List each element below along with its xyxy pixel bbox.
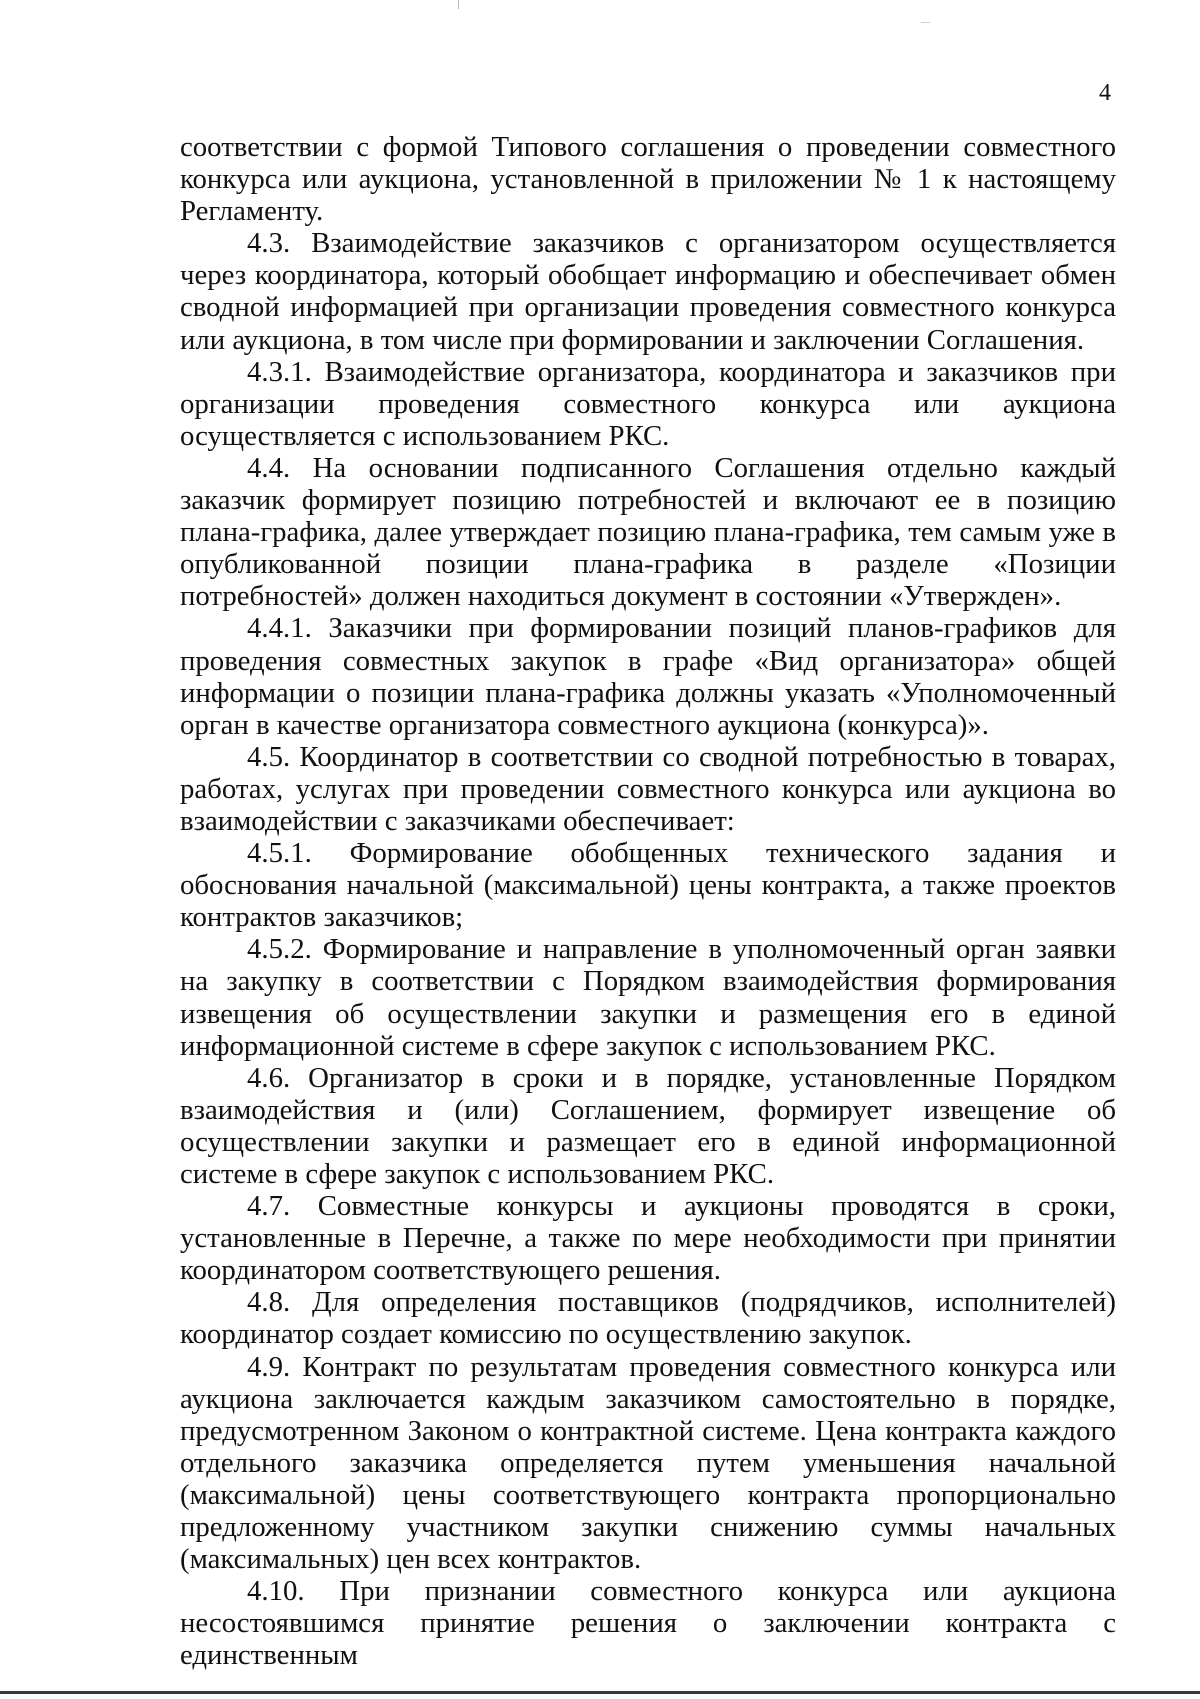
page-number: 4 [1099,80,1111,106]
paragraph-4-10: 4.10. При признании совместного конкурса или аукциона несостоявшимся принятие решения о заключении контракта с единственным [180,1575,1116,1672]
paragraph-4-3-1: 4.3.1. Взаимодействие организатора, координатора и заказчиков при организации проведения совместного конкурса или аукциона осуществляется с использованием РКС. [180,355,1116,452]
paragraph-4-5: 4.5. Координатор в соответствии со сводной потребностью в товарах, работах, услугах при проведении совместного конкурса или аукциона во взаимодействии с заказчиками обеспечивает: [180,740,1116,837]
page-bottom-edge [0,1691,1200,1694]
paragraph-continuation: соответствии с формой Типового соглашения о проведении совместного конкурса или аукциона, установленной в приложении № 1 к настоящему Регламенту. [180,131,1116,228]
paragraph-4-9: 4.9. Контракт по результатам проведения совместного конкурса или аукциона заключается каждым заказчиком самостоятельно в порядке, предусмотренном Законом о контрактной системе. Цена контракта каждого отдельного заказчика определяется путем уменьшения начальной (максимальной) цены соответствующего контракта пропорционально предложенному участником закупки снижению суммы начальных (максимальных) цен всех контрактов. [180,1350,1116,1576]
paragraph-4-3: 4.3. Взаимодействие заказчиков с организатором осуществляется через координатора, который обобщает информацию и обеспечивает обмен сводной информацией при организации проведения совместного конкурса или аукциона, в том числе при формировании и заключении Соглашения. [180,227,1116,356]
scan-mark [921,22,930,23]
paragraph-4-5-1: 4.5.1. Формирование обобщенных технического задания и обоснования начальной (максимальной) цены контракта, а также проектов контрактов заказчиков; [180,837,1116,934]
document-body [180,131,1116,1672]
paragraph-4-6: 4.6. Организатор в сроки и в порядке, установленные Порядком взаимодействия и (или) Соглашением, формирует извещение об осуществлении закупки и размещает его в единой информационной системе в сфере закупок с использованием РКС. [180,1061,1116,1190]
scan-mark [458,0,459,9]
paragraph-4-8: 4.8. Для определения поставщиков (подрядчиков, исполнителей) координатор создает комиссию по осуществлению закупок. [180,1286,1116,1351]
paragraph-4-4-1: 4.4.1. Заказчики при формировании позиций планов-графиков для проведения совместных закупок в графе «Вид организатора» общей информации о позиции плана-графика должны указать «Уполномоченный орган в качестве организатора совместного аукциона (конкурса)». [180,612,1116,741]
paragraph-4-5-2: 4.5.2. Формирование и направление в уполномоченный орган заявки на закупку в соответствии с Порядком взаимодействия формирования извещения об осуществлении закупки и размещения его в единой информационной системе в сфере закупок с использованием РКС. [180,933,1116,1062]
paragraph-4-7: 4.7. Совместные конкурсы и аукционы проводятся в сроки, установленные в Перечне, а также по мере необходимости при принятии координатором соответствующего решения. [180,1190,1116,1287]
paragraph-4-4: 4.4. На основании подписанного Соглашения отдельно каждый заказчик формирует позицию потребностей и включают ее в позицию плана-графика, далее утверждает позицию плана-графика, тем самым уже в опубликованной позиции плана-графика в разделе «Позиции потребностей» должен находиться документ в состоянии «Утвержден». [180,451,1116,613]
